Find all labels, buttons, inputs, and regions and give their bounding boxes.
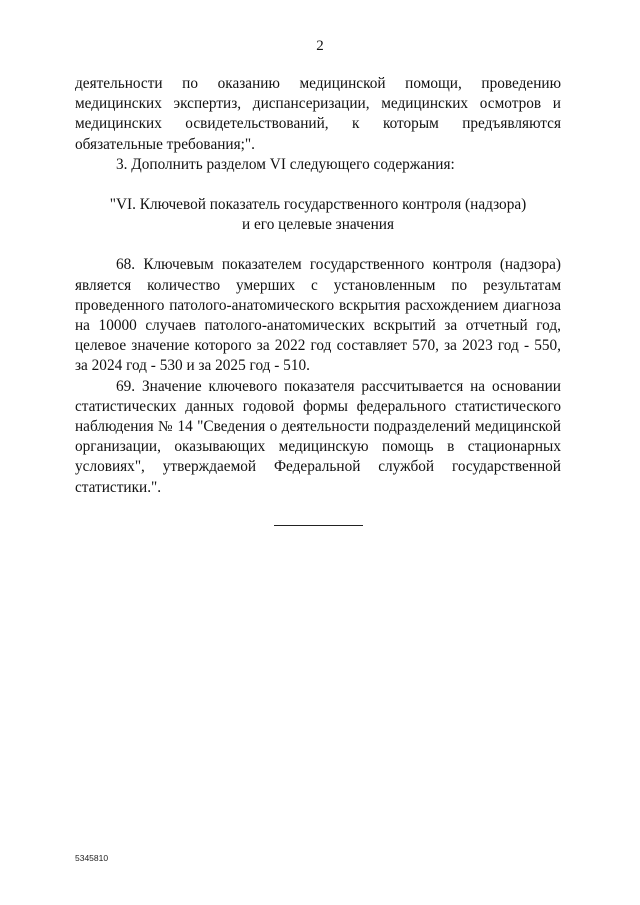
section-title-line-2: и его целевые значения <box>242 216 394 234</box>
separator-line <box>274 525 363 526</box>
paragraph-item-3: 3. Дополнить разделом VI следующего содержания: <box>116 155 455 173</box>
section-title <box>75 195 561 235</box>
section-title-line-1: "VI. Ключевой показатель государственного контроля (надзора) <box>109 196 527 214</box>
page-number: 2 <box>316 38 324 54</box>
document-body <box>75 74 561 498</box>
document-code: 5345810 <box>75 853 109 863</box>
paragraph-continuation: деятельности по оказанию медицинской помощи, проведению медицинских экспертиз, диспансеризации, медицинских осмотров и медицинских освидетельствований, к которым предъявляются обязательные требования;". <box>75 75 561 153</box>
paragraph-item-69: 69. Значение ключевого показателя рассчитывается на основании статистических данных годовой формы федерального статистического наблюдения № 14 "Сведения о деятельности подразделений медицинской организации, оказывающих медицинскую помощь в стационарных условиях", утверждаемой Федеральной службой государственной статистики.". <box>75 377 561 496</box>
paragraph-item-68: 68. Ключевым показателем государственного контроля (надзора) является количество умерших с установленным по результатам проведенного патолого-анатомического вскрытия расхождением диагноза на 10000 случаев патолого-анатомических вскрытий за отчетный год, целевое значение которого за 2022 год составляет 570, за 2023 год - 550, за 2024 год - 530 и за 2025 год - 510. <box>75 256 561 375</box>
